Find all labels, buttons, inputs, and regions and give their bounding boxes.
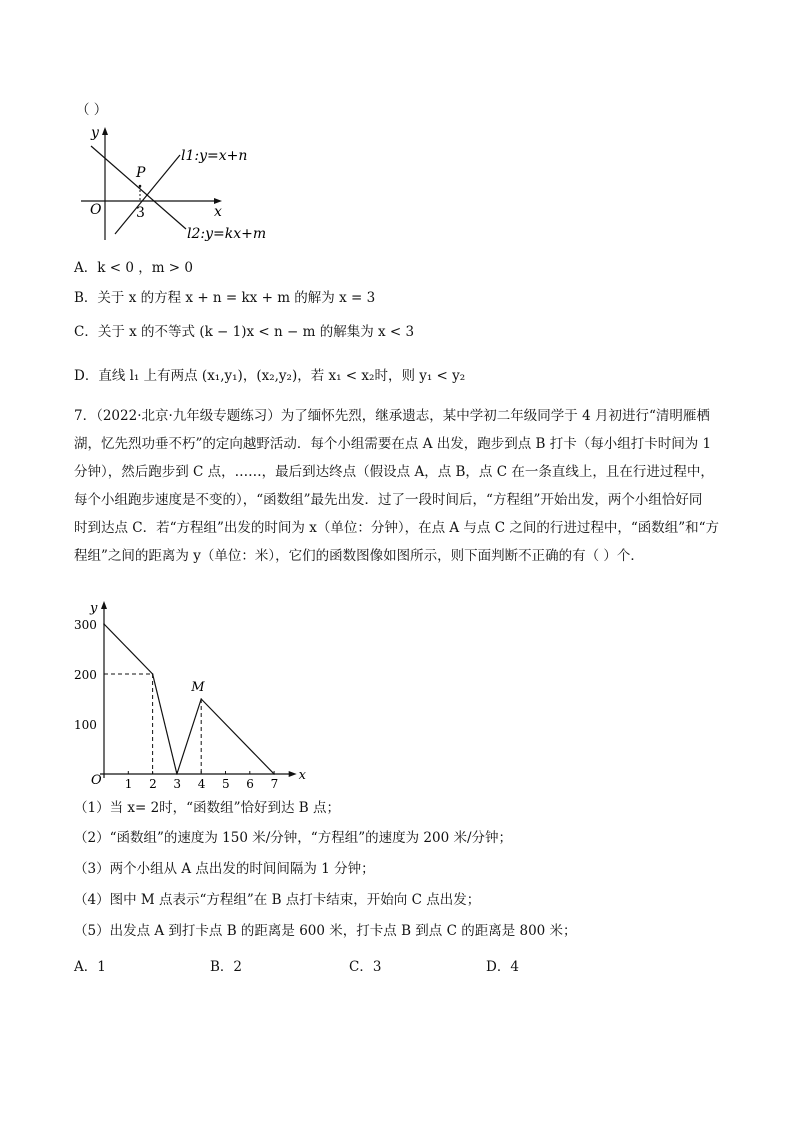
chart-y-tick-label: 100 [74,718,97,732]
q6-graph [76,122,276,247]
chart-point [273,773,275,775]
chart-point [176,773,178,775]
q6-origin-label: O [90,202,102,218]
q6-l2-label: l2:y=kx+m [187,226,267,242]
chart-x-tick-label: 4 [197,777,206,790]
q6-P-label: P [136,165,146,181]
chart-point [152,673,154,675]
chart-x-tick-label: 3 [173,777,182,790]
q7-stem-line: 湖，忆先烈功垂不朽”的定向越野活动．每个小组需要在点 A 出发，跑步到点 B 打卡（每小组打卡时间为 1 [74,436,712,452]
q7-statement: （1）当 x= 2时，“函数组”恰好到达 B 点； [74,800,340,816]
answer-paren: （ ） [76,102,108,118]
chart-x-tick-label: 5 [222,777,230,790]
q7-stem-line: 程组”之间的距离为 y（单位：米），它们的函数图像如图所示，则下面判断不正确的有（ ）个． [74,548,644,564]
chart-x-tick-label: 1 [124,777,133,790]
chart-y-label: y [90,601,98,616]
q6-x-label: x [214,204,222,220]
q7-choice-A: A．1 [74,959,106,975]
q7-statement: （3）两个小组从 A 点出发的时间间隔为 1 分钟； [74,861,375,877]
chart-point [103,623,105,625]
q7-statement: （5）出发点 A 到打卡点 B 的距离是 600 米，打卡点 B 到点 C 的距离是 800 米； [74,923,577,939]
q7-stem-line: 每个小组跑步速度是不变的），“函数组”最先出发．过了一段时间后，“方程组”开始出发，两个小组恰好同 [74,492,703,508]
q6-option-B: B．关于 x 的方程 x + n = kx + m 的解为 x = 3 [74,290,376,306]
chart-origin-label: O [91,773,102,788]
chart-point [200,698,202,700]
chart-series-segment [201,699,274,774]
chart-y-tick-label: 200 [74,668,97,682]
q6-option-C: C．关于 x 的不等式 (k − 1)x < n − m 的解集为 x < 3 [74,324,415,340]
q7-statement: （4）图中 M 点表示“方程组”在 B 点打卡结束，开始向 C 点出发； [74,892,481,908]
q7-choice-D: D．4 [486,959,519,975]
q6-l1-label: l1:y=x+n [181,148,248,164]
chart-x-tick-label: 7 [270,777,279,790]
chart-x-tick-label: 6 [246,777,254,790]
q6-point-P [139,185,142,188]
q7-chart [70,585,310,790]
chart-x-label: x [298,768,307,783]
q6-y-label: y [91,125,99,141]
chart-annotation-M: M [191,680,205,695]
q6-tick-3: 3 [136,205,145,221]
q7-stem-line: 分钟），然后跑步到 C 点，……，最后到达终点（假设点 A，点 B，点 C 在一条直线上，且在行进过程中， [74,464,714,480]
q7-choice-B: B．2 [210,959,243,975]
q7-stem-line: 时到达点 C．若“方程组”出发的时间为 x（单位：分钟），在点 A 与点 C 之间的行进过程中，“函数组”和“方 [74,520,720,536]
q6-option-A: A．k < 0 ，m > 0 [74,260,193,276]
chart-y-arrow-icon [101,601,107,609]
q7-choice-C: C．3 [349,959,382,975]
chart-series-segment [153,674,177,774]
q7-statement: （2）“函数组”的速度为 150 米/分钟，“方程组”的速度为 200 米/分钟； [74,830,512,846]
chart-x-arrow-icon [289,771,297,777]
q7-stem-line: 7．（2022·北京·九年级专题练习）为了缅怀先烈，继承遗志，某中学初二年级同学于 4 月初进行“清明雁栖 [74,408,710,424]
chart-x-tick-label: 2 [149,777,157,790]
q6-y-arrow-icon [102,127,108,135]
chart-series-segment [177,699,201,774]
chart-y-tick-label: 300 [74,618,97,632]
chart-series-segment [104,624,153,674]
q6-option-D: D．直线 l₁ 上有两点 (x₁,y₁)，(x₂,y₂)，若 x₁ < x₂时，则 y₁ < y₂ [74,368,466,384]
q6-line-l1 [115,155,180,234]
